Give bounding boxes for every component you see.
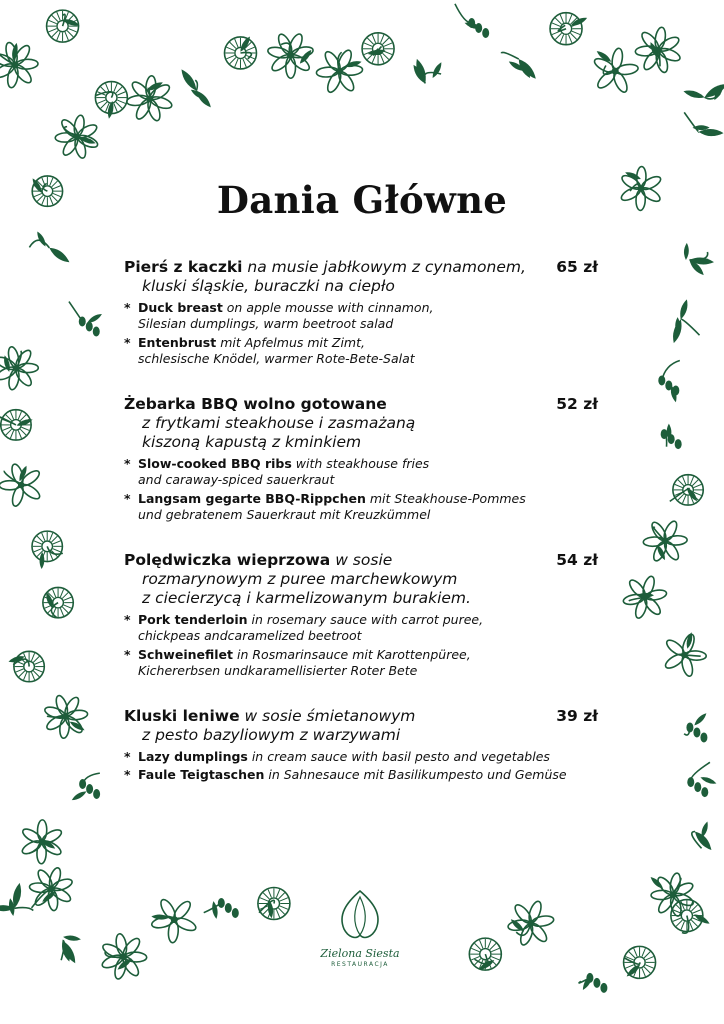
dish-name: Żebarka BBQ wolno gotowane xyxy=(124,395,387,413)
translation-en: * Slow-cooked BBQ ribs with steakhouse fries and caraway-spiced sauerkraut xyxy=(124,456,430,487)
menu-item-pork-tenderloin xyxy=(124,551,604,678)
dish-price: 39 zł xyxy=(556,707,598,725)
translation-en: * Lazy dumplings in cream sauce with basil pesto and vegetables xyxy=(124,749,550,764)
dish-name: Polędwiczka wieprzowa xyxy=(124,551,331,569)
logo-name: Zielona Siesta xyxy=(320,947,400,960)
leaf-heart-icon xyxy=(330,885,390,945)
page-title: Dania Główne xyxy=(216,178,508,222)
translation-en: * Pork tenderloin in rosemary sauce with carrot puree, chickpeas andcaramelized beetroot xyxy=(124,612,484,643)
dish-name: Pierś z kaczki xyxy=(124,258,243,276)
translation-en: * Duck breast on apple mousse with cinnamon, Silesian dumplings, warm beetroot salad xyxy=(124,300,434,331)
translation-de: * Entenbrust mit Apfelmus mit Zimt, schlesische Knödel, warmer Rote-Bete-Salat xyxy=(124,335,415,366)
dish-description: w sosie xyxy=(330,551,393,569)
translation-de: * Faule Teigtaschen in Sahnesauce mit Basilikumpesto und Gemüse xyxy=(124,766,567,782)
dish-name: Kluski leniwe xyxy=(124,707,240,725)
menu-item-duck xyxy=(124,258,604,366)
dish-description: w sosie śmietanowym xyxy=(239,707,416,725)
dish-price: 54 zł xyxy=(556,551,598,569)
dish-description-cont: kiszoną kapustą z kminkiem xyxy=(142,433,362,451)
dish-description: na musie jabłkowym z cynamonem, xyxy=(242,258,526,276)
menu-item-lazy-dumplings xyxy=(124,707,604,782)
dish-description-cont: kluski śląskie, buraczki na ciepło xyxy=(142,277,395,295)
translation-de: * Langsam gegarte BBQ-Rippchen mit Steakhouse-Pommes und gebratenem Sauerkraut mit Kreuzkümmel xyxy=(124,491,526,522)
dish-description-cont: z frytkami steakhouse i zasmażaną xyxy=(142,414,416,432)
dish-description-cont: z ciecierzycą i karmelizowanym burakiem. xyxy=(142,589,471,607)
dish-description-cont: rozmarynowym z puree marchewkowym xyxy=(142,570,458,588)
translation-de: * Schweinefilet in Rosmarinsauce mit Karottenpüree, Kichererbsen undkaramellisierter Roter Bete xyxy=(124,647,471,678)
dish-description-cont: z pesto bazyliowym z warzywami xyxy=(142,726,401,744)
restaurant-logo xyxy=(300,885,420,968)
logo-subtitle: RESTAURACJA xyxy=(331,961,389,968)
dish-price: 65 zł xyxy=(556,258,598,276)
menu-item-ribs xyxy=(124,395,604,522)
dish-price: 52 zł xyxy=(556,395,598,413)
